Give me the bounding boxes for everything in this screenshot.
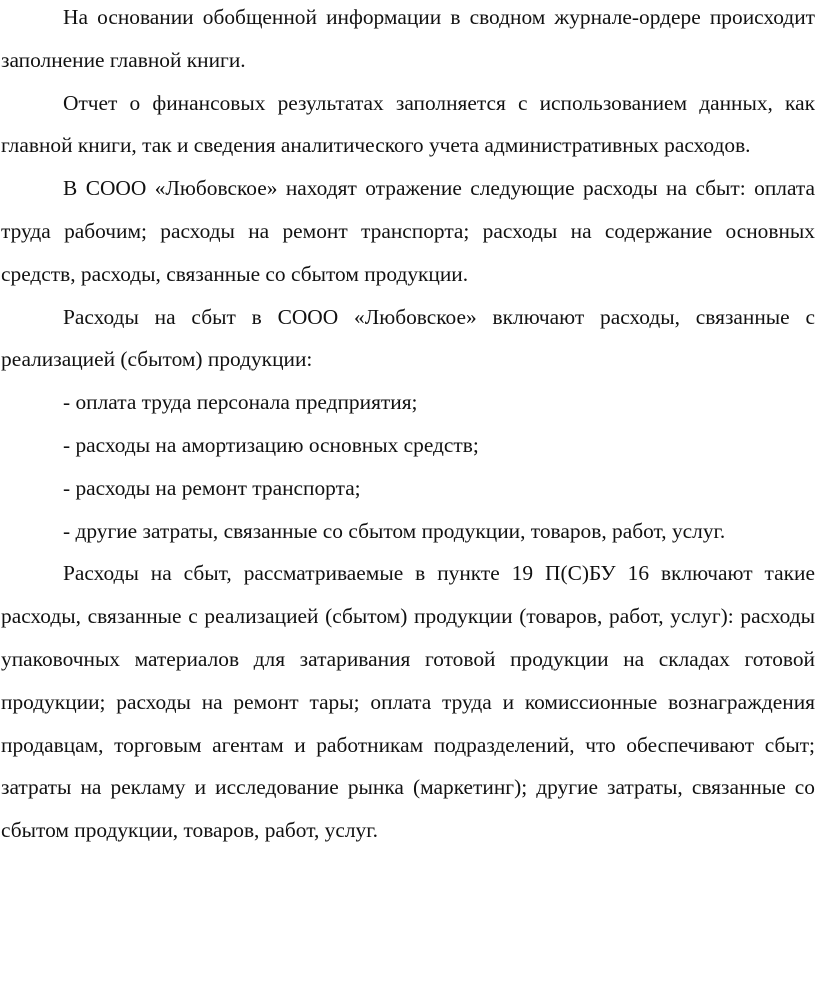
list-item-transport-repair: - расходы на ремонт транспорта; (63, 475, 361, 500)
list-item-depreciation: - расходы на амортизацию основных средств; (63, 432, 479, 457)
list-item-staff-pay: - оплата труда персонала предприятия; (63, 390, 418, 415)
paragraph-sales-expenses-include: Расходы на сбыт в СООО «Любовское» включают расходы, связанные с реализацией (сбытом) продукции: (1, 304, 815, 372)
paragraph-general-ledger: На основании обобщенной информации в сводном журнале-ордере происходит заполнение главной книги. (1, 5, 815, 72)
paragraph-sales-expenses: В СООО «Любовское» находят отражение следующие расходы на сбыт: оплата труда рабочим; расходы на ремонт транспорта; расходы на содержание основных средств, расходы, связанные со сбытом продукции. (1, 176, 815, 286)
list-item-other-costs: - другие затраты, связанные со сбытом продукции, товаров, работ, услуг. (63, 518, 726, 543)
paragraph-standard-19: Расходы на сбыт, рассматриваемые в пункте 19 П(С)БУ 16 включают такие расходы, связанные с реализацией (сбытом) продукции (товаров, работ, услуг): расходы упаковочных материалов для затаривания готовой продукции на складах готовой продукции; расходы на ремонт тары; оплата труда и комиссионные вознаграждения продавцам, торговым агентам и работникам подразделений, что обеспечивают сбыт; затраты на рекламу и исследование рынка (маркетинг); другие затраты, связанные со сбытом продукции, товаров, работ, услуг. (1, 561, 815, 843)
paragraph-financial-report: Отчет о финансовых результатах заполняется с использованием данных, как главной книги, так и сведения аналитического учета административных расходов. (1, 90, 815, 158)
